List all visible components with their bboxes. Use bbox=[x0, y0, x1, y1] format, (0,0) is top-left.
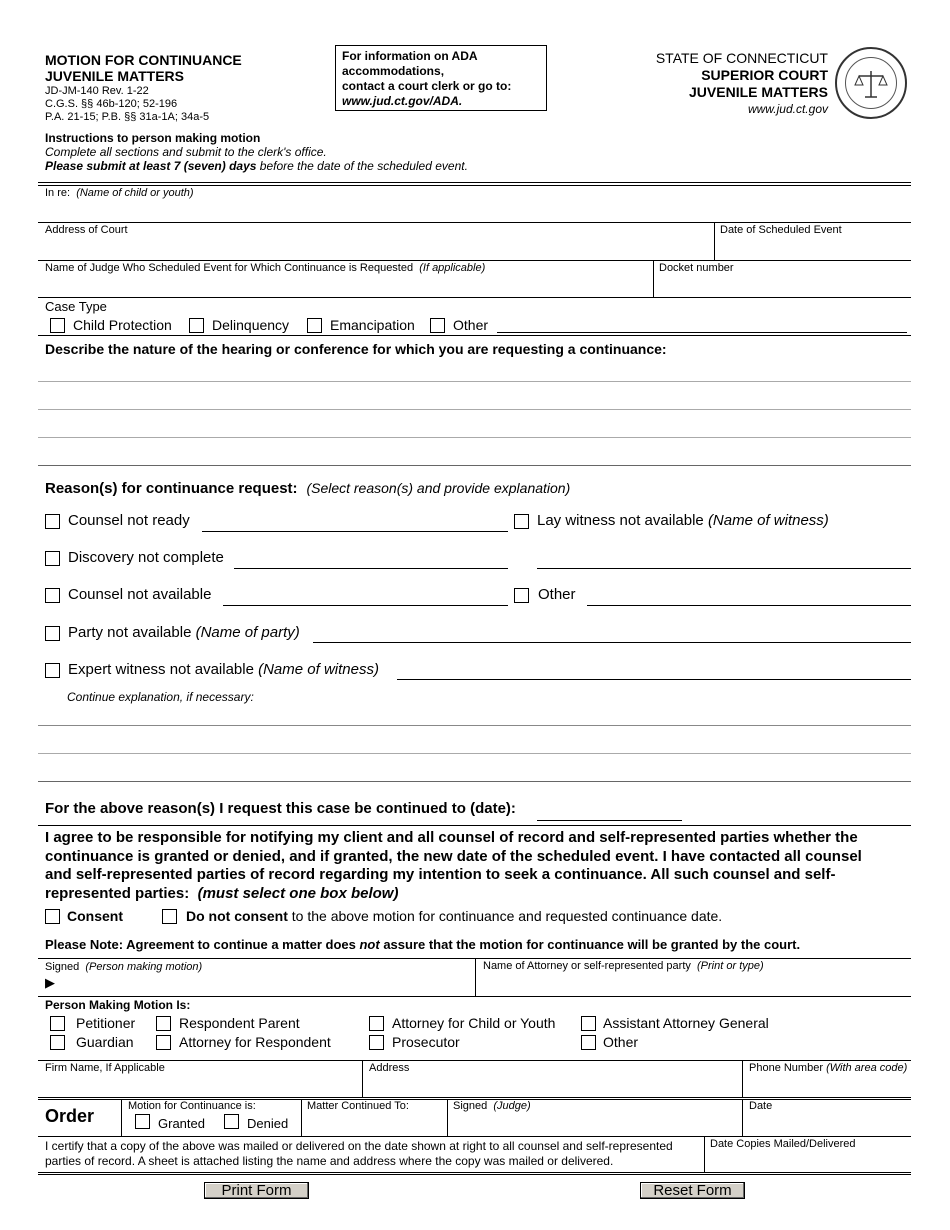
counsel-not-ready-checkbox[interactable] bbox=[45, 514, 60, 529]
divider bbox=[38, 825, 911, 826]
in-re-label: In re: bbox=[45, 187, 71, 199]
judge-name-field[interactable] bbox=[45, 262, 485, 274]
form-title-line2: JUVENILE MATTERS bbox=[45, 68, 184, 84]
request-date-label: For the above reason(s) I request this case be continued to (date): bbox=[45, 800, 516, 817]
ada-line1: For information on ADA bbox=[342, 49, 478, 63]
divider bbox=[38, 996, 911, 997]
respondent-parent-checkbox[interactable] bbox=[156, 1016, 171, 1031]
granted-label: Granted bbox=[158, 1116, 205, 1131]
attorney-respondent-label: Attorney for Respondent bbox=[179, 1034, 331, 1050]
statutes-line2: P.A. 21-15; P.B. §§ 31a-1A; 34a-5 bbox=[45, 111, 210, 123]
explanation-line-1[interactable] bbox=[38, 725, 911, 726]
do-not-consent-rest: to the above motion for continuance and requested continuance date. bbox=[287, 908, 723, 924]
order-title: Order bbox=[45, 1106, 95, 1126]
expert-witness-checkbox[interactable] bbox=[45, 663, 60, 678]
expert-hint: (Name of witness) bbox=[258, 661, 379, 678]
request-date-input[interactable] bbox=[537, 820, 682, 821]
signed-label: Signed bbox=[45, 961, 80, 973]
divider bbox=[38, 222, 911, 223]
date-copies-field[interactable]: Date Copies Mailed/Delivered bbox=[710, 1138, 856, 1150]
respondent-parent-label: Respondent Parent bbox=[179, 1015, 300, 1031]
delinquency-checkbox[interactable] bbox=[189, 318, 204, 333]
certify-text bbox=[45, 1139, 673, 1169]
lay-witness-hint: (Name of witness) bbox=[707, 512, 829, 529]
do-not-consent-checkbox[interactable] bbox=[162, 909, 177, 924]
case-type-other-input[interactable] bbox=[497, 332, 907, 333]
attorney-label: Name of Attorney or self-represented party bbox=[483, 960, 691, 972]
divider bbox=[301, 1099, 302, 1136]
delinquency-label: Delinquency bbox=[212, 317, 290, 333]
reason-other-label: Other bbox=[538, 586, 576, 603]
arrow-icon: ▶ bbox=[45, 975, 55, 990]
attorney-respondent-checkbox[interactable] bbox=[156, 1035, 171, 1050]
divider bbox=[38, 335, 911, 336]
person-other-checkbox[interactable] bbox=[581, 1035, 596, 1050]
divider bbox=[38, 1097, 911, 1098]
emancipation-checkbox[interactable] bbox=[307, 318, 322, 333]
print-form-button[interactable]: Print Form bbox=[204, 1182, 309, 1199]
party-not-available-checkbox[interactable] bbox=[45, 626, 60, 641]
matter-continued-field[interactable]: Matter Continued To: bbox=[307, 1100, 409, 1112]
reasons-heading: Reason(s) for continuance request: bbox=[45, 480, 298, 497]
note-part-a: Please Note: Agreement to continue a matter does bbox=[45, 937, 360, 952]
agreement-line3: and self-represented parties of record regarding my intention to seek a continuance. All such counsel and self- bbox=[45, 866, 836, 883]
judge-hint: (If applicable) bbox=[419, 262, 486, 274]
signed-hint: (Person making motion) bbox=[85, 961, 203, 973]
case-type-other-label: Other bbox=[453, 317, 489, 333]
phone-field[interactable] bbox=[749, 1062, 907, 1074]
signed-field[interactable] bbox=[45, 961, 202, 973]
divider bbox=[38, 1172, 911, 1173]
reset-form-button[interactable]: Reset Form bbox=[640, 1182, 745, 1199]
scales-icon bbox=[837, 49, 905, 117]
court-name: SUPERIOR COURT bbox=[701, 67, 828, 83]
form-id: JD-JM-140 Rev. 1-22 bbox=[45, 85, 149, 97]
attorney-child-checkbox[interactable] bbox=[369, 1016, 384, 1031]
date-of-event-field[interactable]: Date of Scheduled Event bbox=[720, 224, 842, 236]
asst-ag-checkbox[interactable] bbox=[581, 1016, 596, 1031]
counsel-not-ready-label: Counsel not ready bbox=[68, 512, 190, 529]
agreement-hint: (must select one box below) bbox=[197, 884, 399, 902]
divider bbox=[38, 297, 911, 298]
form-title-line1: MOTION FOR CONTINUANCE bbox=[45, 52, 242, 68]
certify-line1: I certify that a copy of the above was mailed or delivered on the date shown at right to all counsel and self-represented bbox=[45, 1139, 673, 1153]
lay-witness-row bbox=[537, 512, 829, 529]
divider bbox=[38, 465, 911, 466]
attorney-name-field[interactable] bbox=[483, 960, 764, 972]
prosecutor-label: Prosecutor bbox=[392, 1034, 460, 1050]
discovery-checkbox[interactable] bbox=[45, 551, 60, 566]
divider bbox=[447, 1099, 448, 1136]
judge-signed-field[interactable] bbox=[453, 1100, 531, 1112]
describe-line-2[interactable] bbox=[38, 409, 911, 410]
ada-line3: contact a court clerk or go to: bbox=[342, 79, 512, 93]
please-note bbox=[45, 937, 800, 952]
expert-witness-label: Expert witness not available bbox=[68, 661, 254, 678]
in-re-hint: (Name of child or youth) bbox=[76, 187, 194, 199]
counsel-not-available-checkbox[interactable] bbox=[45, 588, 60, 603]
divider bbox=[38, 1174, 911, 1175]
reasons-heading-row bbox=[45, 480, 570, 498]
address-field[interactable]: Address bbox=[369, 1062, 410, 1074]
lay-witness-input[interactable] bbox=[537, 568, 911, 569]
ada-box bbox=[335, 45, 547, 111]
judge-signed-hint: (Judge) bbox=[493, 1100, 531, 1112]
divider bbox=[38, 185, 911, 186]
address-of-court-field[interactable]: Address of Court bbox=[45, 224, 128, 236]
court-website[interactable]: www.jud.ct.gov bbox=[747, 102, 828, 116]
explanation-line-3[interactable] bbox=[38, 781, 911, 782]
divider bbox=[704, 1136, 705, 1172]
divider bbox=[38, 260, 911, 261]
party-hint: (Name of party) bbox=[195, 624, 300, 641]
counsel-not-available-input[interactable] bbox=[223, 605, 508, 606]
in-re-field[interactable] bbox=[45, 187, 194, 199]
denied-label: Denied bbox=[247, 1116, 289, 1131]
lay-witness-checkbox[interactable] bbox=[514, 514, 529, 529]
guardian-label: Guardian bbox=[76, 1034, 134, 1050]
phone-label: Phone Number bbox=[749, 1062, 823, 1074]
child-protection-label: Child Protection bbox=[73, 317, 172, 333]
divider bbox=[742, 1060, 743, 1098]
divider bbox=[653, 260, 654, 298]
do-not-consent-row bbox=[186, 908, 722, 924]
person-heading: Person Making Motion Is: bbox=[45, 998, 191, 1012]
counsel-not-available-label: Counsel not available bbox=[68, 586, 212, 603]
granted-checkbox[interactable] bbox=[135, 1114, 150, 1129]
divider bbox=[38, 1060, 911, 1061]
division-name: JUVENILE MATTERS bbox=[689, 84, 828, 100]
do-not-consent-label: Do not consent bbox=[186, 908, 288, 924]
instructions-line1: Complete all sections and submit to the clerk's office. bbox=[45, 145, 327, 159]
divider bbox=[38, 1136, 911, 1137]
agreement-line4-row bbox=[45, 885, 910, 904]
expert-witness-row bbox=[68, 661, 379, 678]
certify-line2: parties of record. A sheet is attached listing the name and address where the copy was mailed or delivered. bbox=[45, 1154, 614, 1168]
instructions-line2 bbox=[45, 159, 468, 173]
party-not-available-input[interactable] bbox=[313, 642, 911, 643]
consent-label: Consent bbox=[67, 908, 123, 924]
judicial-seal-icon bbox=[835, 47, 907, 119]
agreement-line4: represented parties: bbox=[45, 884, 190, 902]
prosecutor-checkbox[interactable] bbox=[369, 1035, 384, 1050]
lay-witness-label: Lay witness not available bbox=[537, 512, 704, 529]
instructions-deadline: Please submit at least 7 (seven) days bbox=[45, 159, 257, 173]
emancipation-label: Emancipation bbox=[330, 317, 415, 333]
agreement-line1: I agree to be responsible for notifying my client and all counsel of record and self-represented parties whether the bbox=[45, 829, 858, 846]
party-not-available-label: Party not available bbox=[68, 624, 192, 641]
consent-checkbox[interactable] bbox=[45, 909, 60, 924]
child-protection-checkbox[interactable] bbox=[50, 318, 65, 333]
petitioner-checkbox[interactable] bbox=[50, 1016, 65, 1031]
motion-is-label: Motion for Continuance is: bbox=[128, 1100, 256, 1112]
docket-number-field[interactable]: Docket number bbox=[659, 262, 734, 274]
agreement-text bbox=[45, 829, 910, 903]
party-not-available-row bbox=[68, 624, 300, 641]
expert-witness-input[interactable] bbox=[397, 679, 911, 680]
asst-ag-label: Assistant Attorney General bbox=[603, 1015, 769, 1031]
person-other-label: Other bbox=[603, 1034, 639, 1050]
state-name: STATE OF CONNECTICUT bbox=[655, 50, 828, 66]
instructions-heading: Instructions to person making motion bbox=[45, 131, 261, 145]
ada-url[interactable]: www.jud.ct.gov/ADA. bbox=[342, 94, 463, 108]
attorney-child-label: Attorney for Child or Youth bbox=[392, 1015, 556, 1031]
explanation-line-2[interactable] bbox=[38, 753, 911, 754]
petitioner-label: Petitioner bbox=[76, 1015, 136, 1031]
case-type-label: Case Type bbox=[45, 299, 107, 314]
describe-line-1[interactable] bbox=[38, 381, 911, 382]
reason-other-checkbox[interactable] bbox=[514, 588, 529, 603]
divider bbox=[714, 222, 715, 260]
divider bbox=[121, 1099, 122, 1136]
divider bbox=[38, 182, 911, 183]
divider bbox=[362, 1060, 363, 1098]
guardian-checkbox[interactable] bbox=[50, 1035, 65, 1050]
case-type-other-checkbox[interactable] bbox=[430, 318, 445, 333]
describe-label: Describe the nature of the hearing or conference for which you are requesting a continuance: bbox=[45, 341, 667, 357]
judge-signed-label: Signed bbox=[453, 1100, 488, 1112]
statutes-line1: C.G.S. §§ 46b-120; 52-196 bbox=[45, 98, 178, 110]
attorney-hint: (Print or type) bbox=[697, 960, 764, 972]
phone-hint: (With area code) bbox=[826, 1062, 908, 1074]
describe-line-3[interactable] bbox=[38, 437, 911, 438]
agreement-line2: continuance is granted or denied, and if granted, the new date of the scheduled event. I have contacted all counsel bbox=[45, 847, 862, 865]
note-part-c: assure that the motion for continuance will be granted by the court. bbox=[379, 937, 801, 952]
order-date-field[interactable]: Date bbox=[749, 1100, 773, 1112]
court-header bbox=[656, 50, 828, 117]
judge-label: Name of Judge Who Scheduled Event for Which Continuance is Requested bbox=[45, 262, 414, 274]
divider bbox=[742, 1099, 743, 1136]
note-part-b: not bbox=[359, 937, 380, 952]
discovery-label: Discovery not complete bbox=[68, 549, 224, 566]
firm-name-field[interactable]: Firm Name, If Applicable bbox=[45, 1062, 165, 1074]
discovery-input[interactable] bbox=[234, 568, 508, 569]
instructions-line2-rest: before the date of the scheduled event. bbox=[256, 159, 468, 173]
continue-explanation-label: Continue explanation, if necessary: bbox=[67, 690, 254, 704]
denied-checkbox[interactable] bbox=[224, 1114, 239, 1129]
counsel-not-ready-input[interactable] bbox=[202, 531, 508, 532]
divider bbox=[475, 958, 476, 996]
reasons-hint: (Select reason(s) and provide explanation) bbox=[306, 480, 571, 496]
ada-line2: accommodations, bbox=[342, 64, 445, 78]
reason-other-input[interactable] bbox=[587, 605, 911, 606]
